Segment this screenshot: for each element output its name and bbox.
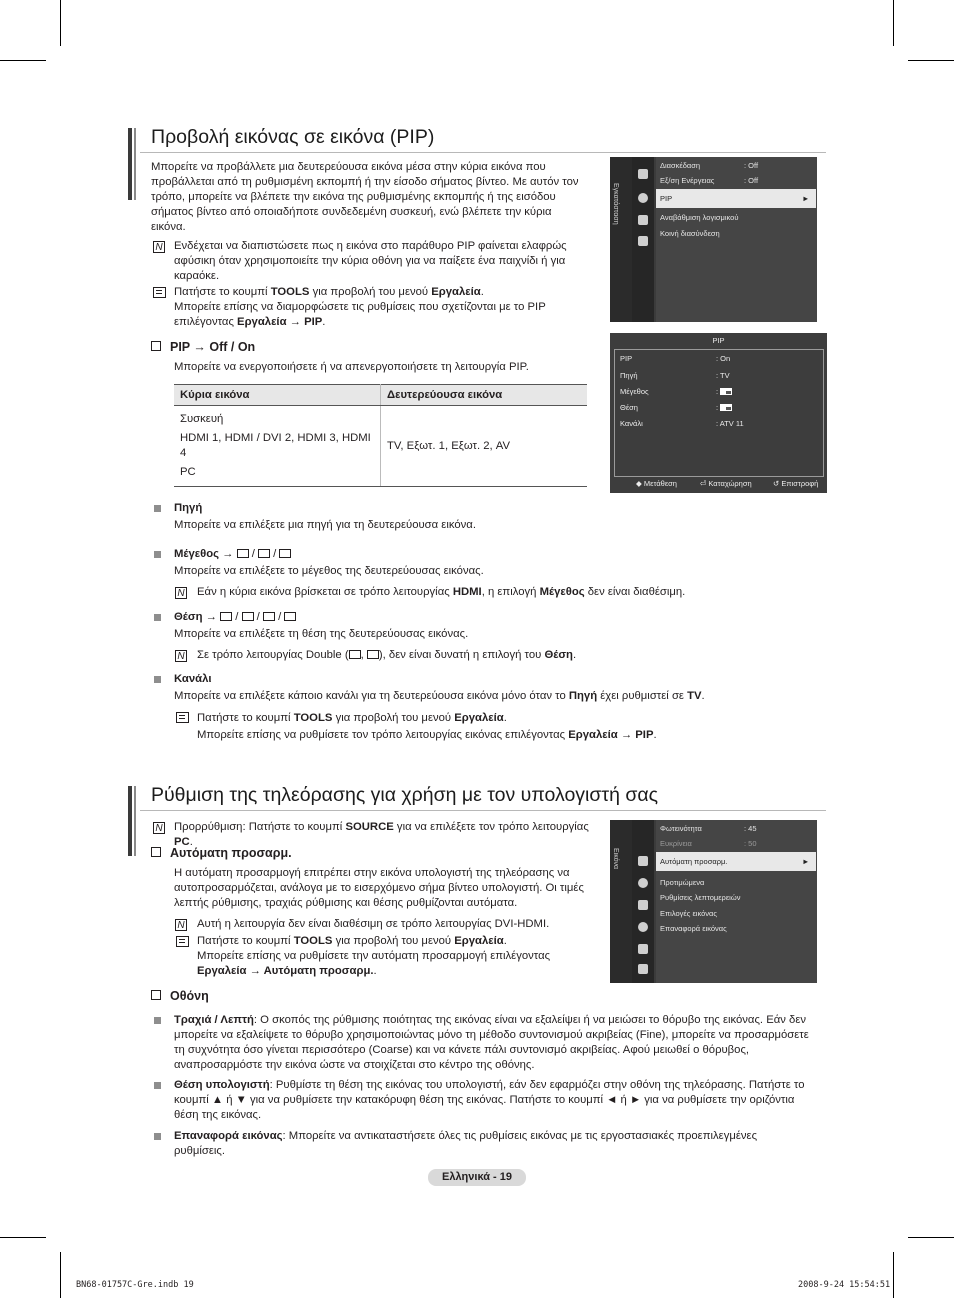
arrows-icon: ◆ — [636, 479, 642, 488]
osd-item-label: Επιλογές εικόνας — [660, 909, 717, 918]
note-icon: N — [153, 822, 165, 834]
osd-nav-move: ◆ Μετάθεση — [636, 479, 677, 488]
auto-adjust-note: Αυτή η λειτουργία δεν είναι διαθέσιμη σε τρόπο λειτουργίας DVI-HDMI. — [197, 918, 550, 930]
support-icon — [638, 236, 648, 246]
osd-item-label: Φωτεινότητα — [660, 824, 702, 833]
crop-mark — [0, 60, 46, 61]
subheading-screen: Οθόνη — [151, 989, 209, 1003]
osd-item-label: Κοινή διασύνδεση — [660, 229, 720, 238]
size-double2-icon — [279, 549, 291, 558]
osd-setup-menu — [610, 157, 817, 322]
osd-item-label: Ευκρίνεια — [660, 839, 692, 848]
subheading-auto-adjust: Αυτόματη προσαρμ. — [151, 846, 292, 860]
section-title: Προβολή εικόνας σε εικόνα (PIP) — [151, 126, 435, 148]
tools-icon — [176, 712, 189, 723]
tools-icon — [153, 287, 166, 298]
osd-selected-item — [656, 189, 816, 208]
input-icon — [638, 215, 648, 225]
gear-icon — [638, 922, 648, 932]
osd-item-arrow: ► — [802, 194, 810, 203]
osd-item-label: Διασκέδαση — [660, 161, 701, 170]
size-double-icon — [258, 549, 270, 558]
channel-icon — [638, 900, 648, 910]
position-icon — [220, 612, 232, 621]
double-icon — [367, 650, 379, 659]
osd-item-value: : Off — [744, 176, 759, 185]
subheading-pip: PIP → Off / On — [151, 340, 255, 354]
bullet — [154, 1082, 161, 1089]
osd-side-label: Εγκατάσταση — [612, 183, 619, 225]
double-icon — [349, 650, 361, 659]
table-header: Δευτερεύουσα εικόνα — [381, 385, 588, 406]
osd-selected-item — [656, 852, 816, 871]
picture-icon — [638, 856, 648, 866]
bullet — [154, 551, 161, 558]
osd-item-value: : TV — [716, 371, 730, 380]
crop-mark — [893, 0, 894, 46]
return-icon: ↺ — [773, 479, 780, 488]
note-text: Ενδέχεται να διαπιστώσετε πως η εικόνα στο παράθυρο PIP φαίνεται ελαφρώς αφύσικη όταν χρησιμοποιείτε την κύρια οθόνη για να παίξετε ένα παιχνίδι ή για καραόκε. — [174, 240, 567, 282]
osd-item-label: PIP — [620, 354, 633, 363]
checkbox-icon — [151, 341, 161, 351]
checkbox-icon — [151, 847, 161, 857]
osd-picture-menu — [610, 820, 817, 983]
osd-item-value: : 50 — [744, 839, 757, 848]
section-bar — [128, 128, 132, 200]
position-icon — [720, 404, 732, 411]
section-bar — [128, 786, 132, 856]
channel-description: Μπορείτε να επιλέξετε κάποιο κανάλι για τη δευτερεύουσα εικόνα μόνο όταν το Πηγή έχει ρυθμιστεί σε TV. — [174, 690, 705, 702]
pc-position-text: Θέση υπολογιστή: Ρυθμίστε τη θέση της εικόνας του υπολογιστή, εάν δεν εφαρμόζει στην οθόνη της τηλεόρασης. Πατήστε το κουμπί ▲ ή ▼ για να ρυθμίσετε την κατακόρυφη θέση της εικόνας. Πατήστε το κουμπί ◄ ή ► για να ρυθμίσετε την οριζόντια θέση της εικόνας. — [174, 1079, 805, 1121]
bullet — [154, 676, 161, 683]
pip-table — [174, 384, 587, 487]
osd-item-label: Επαναφορά εικόνας — [660, 924, 727, 933]
osd-item-label: Πηγή — [620, 371, 638, 380]
osd-item-label: Εξ/ση Ενέργειας — [660, 176, 715, 185]
coarse-fine-text: Τραχιά / Λεπτή: Ο σκοπός της ρύθμισης ποιότητας της εικόνας είναι να εξαλείψει ή να μειώσει το θόρυβο της εικόνας. Εάν δεν μπορείτε να εξαλείψετε το θόρυβο χρησιμοποιώντας μόνο τη μέθοδο συντονισμού ακριβείας (Fine), μπορείτε να προσαρμόσετε τη συχνότητα όσο γίνεται περισσότερο (Coarse) και να κάνετε πάλι συντονισμό ακριβείας. Αφού μειωθεί ο θόρυβος, αναπροσαρμόστε την εικόνα ώστε να στοιχίζεται στο κέντρο της οθόνης. — [174, 1014, 809, 1071]
position-icon — [284, 612, 296, 621]
crop-mark — [0, 1237, 46, 1238]
page-number: Ελληνικά - 19 — [428, 1169, 526, 1186]
game-icon — [638, 169, 648, 179]
source-description: Μπορείτε να επιλέξετε μια πηγή για τη δευτερεύουσα εικόνα. — [174, 519, 476, 531]
preset-text: Προρρύθμιση: Πατήστε το κουμπί SOURCE για να επιλέξετε τον τρόπο λειτουργίας PC. — [174, 821, 589, 848]
crop-mark — [893, 1252, 894, 1298]
osd-item-label: Κανάλι — [620, 419, 643, 428]
footer-file: BN68-01757C-Gre.indb 19 — [76, 1280, 194, 1290]
crop-mark — [60, 1252, 61, 1298]
position-note: Σε τρόπο λειτουργίας Double ( , ), δεν είναι δυνατή η επιλογή του Θέση. — [197, 649, 577, 661]
section-bar — [134, 128, 136, 200]
enter-icon: ⏎ — [700, 479, 707, 488]
checkbox-icon — [151, 990, 161, 1000]
osd-item-label: Αυτόματη προσαρμ. — [660, 857, 728, 866]
osd-side-label: Εικόνα — [612, 848, 619, 870]
note-icon: N — [175, 919, 187, 931]
table-cell: Συσκευή HDMI 1, HDMI / DVI 2, HDMI 3, HDMI 4 PC — [174, 406, 381, 487]
auto-adjust-description: Η αυτόματη προσαρμογή επιτρέπει στην εικόνα υπολογιστή της τηλεόρασης να αυτοπροσαρμόζεται, ανάλογα με το εισερχόμενο σήμα βίντεο υπολογιστή. Οι τιμές λεπτής ρύθμισης, τραχιάς ρύθμισης και θέσης ρυθμίζονται αυτόματα. — [174, 867, 584, 909]
osd-title: PIP — [712, 336, 725, 345]
osd-pip-menu — [610, 333, 827, 493]
section-title: Ρύθμιση της τηλεόρασης για χρήση με τον υπολογιστή σας — [151, 784, 659, 806]
support-icon — [638, 964, 648, 974]
tools-icon — [176, 936, 189, 947]
crop-mark — [908, 60, 954, 61]
section-bar — [134, 786, 136, 856]
osd-item-value: : Off — [744, 161, 759, 170]
size-note: Εάν η κύρια εικόνα βρίσκεται σε τρόπο λειτουργίας HDMI, η επιλογή Μέγεθος δεν είναι διαθέσιμη. — [197, 586, 686, 598]
size-heading: Μέγεθος → / / — [174, 547, 291, 562]
note-icon: N — [153, 241, 165, 253]
osd-item-value: : — [716, 403, 732, 412]
osd-item-value: : ATV 11 — [716, 419, 744, 428]
bullet — [154, 614, 161, 621]
osd-item-label: Μέγεθος — [620, 387, 649, 396]
gear-icon — [638, 193, 648, 203]
position-description: Μπορείτε να επιλέξετε τη θέση της δευτερεύουσας εικόνας. — [174, 628, 469, 640]
input-icon — [638, 944, 648, 954]
footer-date: 2008-9-24 15:54:51 — [798, 1280, 891, 1290]
position-icon — [263, 612, 275, 621]
osd-nav-return: ↺ Επιστροφή — [773, 479, 819, 488]
tools-text: Πατήστε το κουμπί TOOLS για προβολή του μενού Εργαλεία. Μπορείτε επίσης να διαμορφώσετε τις ρυθμίσεις που σχετίζονται με το PIP επιλέγοντας Εργαλεία → PIP. — [174, 286, 546, 328]
table-cell: TV, Εξωτ. 1, Εξωτ. 2, AV — [381, 406, 588, 487]
section-rule — [140, 810, 826, 811]
position-heading: Θέση → / / / — [174, 610, 296, 625]
osd-item-value: : On — [716, 354, 731, 363]
crop-mark — [60, 0, 61, 46]
crop-mark — [908, 1237, 954, 1238]
position-icon — [242, 612, 254, 621]
osd-item-label: Αναβάθμιση λογισμικού — [660, 213, 739, 222]
table-header: Κύρια εικόνα — [174, 385, 381, 406]
bullet — [154, 1017, 161, 1024]
osd-item-label: Θέση — [620, 403, 638, 412]
size-description: Μπορείτε να επιλέξετε το μέγεθος της δευτερεύουσας εικόνας. — [174, 565, 484, 577]
pip-description: Μπορείτε να ενεργοποιήσετε ή να απενεργοποιήσετε τη λειτουργία PIP. — [174, 361, 529, 373]
note-icon: N — [175, 587, 187, 599]
osd-item-label: Προτιμώμενα — [660, 878, 705, 887]
size-small-icon — [237, 549, 249, 558]
osd-item-value: : 45 — [744, 824, 757, 833]
bullet — [154, 505, 161, 512]
bullet — [154, 1133, 161, 1140]
section-rule — [140, 152, 826, 153]
size-icon — [720, 388, 732, 395]
reset-text: Επαναφορά εικόνας: Μπορείτε να αντικαταστήσετε όλες τις ρυθμίσεις εικόνας με τις εργοστασιακές προεπιλεγμένες ρυθμίσεις. — [174, 1130, 758, 1157]
osd-item-arrow: ► — [802, 857, 810, 866]
auto-adjust-tools: Πατήστε το κουμπί TOOLS για προβολή του μενού Εργαλεία. Μπορείτε επίσης να ρυθμίσετε την αυτόματη προσαρμογή επιλέγοντας Εργαλεία → Αυτόματη προσαρμ.. — [197, 935, 551, 977]
channel-tools-text: Πατήστε το κουμπί TOOLS για προβολή του μενού Εργαλεία. Μπορείτε επίσης να ρυθμίσετε τον τρόπο λειτουργίας εικόνας επιλέγοντας Εργαλεία → PIP. — [197, 712, 657, 741]
osd-item-label: Ρυθμίσεις λεπτομερειών — [660, 893, 741, 902]
note-icon: N — [175, 650, 187, 662]
osd-item-value: : — [716, 387, 732, 396]
source-heading: Πηγή — [174, 502, 203, 514]
osd-item-label: PIP — [660, 194, 673, 203]
channel-heading: Κανάλι — [174, 673, 212, 685]
osd-nav-enter: ⏎ Καταχώρηση — [700, 479, 752, 488]
sound-icon — [638, 878, 648, 888]
intro-paragraph: Μπορείτε να προβάλλετε μια δευτερεύουσα εικόνα μέσα στην κύρια εικόνα που προβάλλεται από τη ρυθμισμένη εκπομπή ή την είσοδο σήματος βίντεο. Με αυτόν τον τρόπο, μπορείτε να βλέπετε την εικόνα της ρυθμισμένης εκπομπής ή της εισόδου σήματος βίντεο από οποιαδήποτε συνδεδεμένη συσκευή, ενώ βλέπετε την κύρια εικόνα. — [151, 161, 579, 233]
